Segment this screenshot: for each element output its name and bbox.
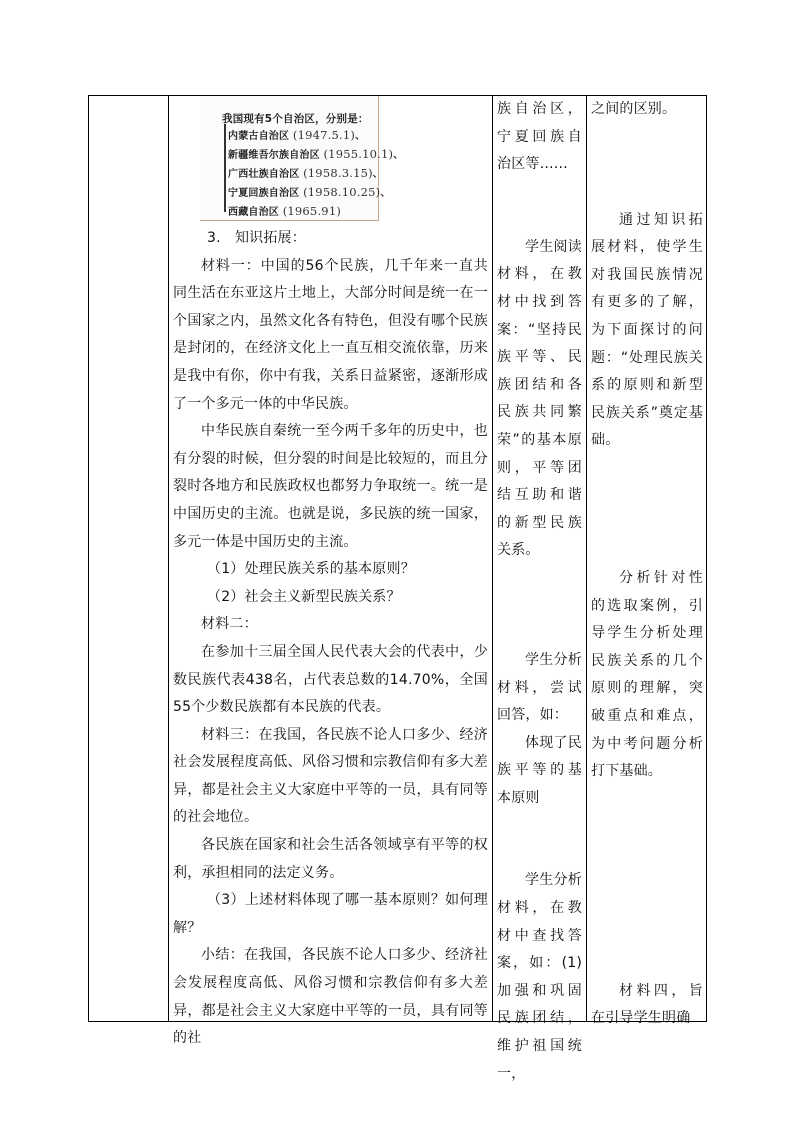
lesson-table [88, 95, 707, 1082]
material-three-paragraph: 材料三：在我国，各民族不论人口多少、经济社会发展程度高低、风俗习惯和宗教信仰有多大差异，都是社会主义大家庭中平等的一员，具有同等的社会地位。 [173, 726, 488, 826]
question-two: （2）社会主义新型民族关系？ [207, 588, 401, 605]
figure-heading: 我国现有5个自治区，分别是： [222, 113, 369, 125]
design-intent-text: 之间的区别。 [591, 101, 677, 117]
student-activity-text: 学生分析材料，在教材中查找答案，如：(1)加强和巩固民族团结，维护祖国统一， [497, 872, 582, 1082]
figure-region-row: 新疆维吾尔族自治区 (1955.10.1)、 [228, 147, 404, 161]
material-three-paragraph: 各民族在国家和社会生活各领域享有平等的权利，承担相同的法定义务。 [173, 837, 488, 881]
figure-region-row: 广西壮族自治区 (1958.3.15)、 [228, 166, 383, 180]
student-activity-text: 学生分析材料，尝试回答，如： [497, 651, 582, 724]
question-one: （1）处理民族关系的基本原则？ [207, 561, 415, 578]
material-two-paragraph: 在参加十三届全国人民代表大会的代表中，少数民族代表438名，占代表总数的14.70%，全国55个少数民族都有本民族的代表。 [173, 643, 488, 716]
material-one-paragraph: 中华民族自秦统一至今两千多年的历史中，也有分裂的时候，但分裂的时间是比较短的，而且分裂时各地方和民族政权也都努力争取统一。统一是中国历史的主流。也就是说，多民族的统一国家，多元一体是中国历史的主流。 [173, 423, 488, 550]
student-activity-cell [493, 96, 586, 1082]
teaching-content-cell [169, 96, 492, 1047]
design-intent-text: 分析针对性的选取案例，引导学生分析处理民族关系的几个原则的理解，突破重点和难点，为中考问题分析打下基础。 [591, 569, 703, 780]
material-one-paragraph: 材料一：中国的56个民族，几千年来一直共同生活在东亚这片土地上，大部分时间是统一在一个国家之内，虽然文化各有特色，但没有哪个民族是封闭的，在经济文化上一直互相交流依靠，历来是我中有你，你中有我，关系日益紧密，逐渐形成了一个多元一体的中华民族。 [173, 257, 488, 412]
section-title: 3. 知识拓展： [207, 230, 306, 246]
summary-paragraph: 小结：在我国，各民族不论人口多少、经济社会发展程度高低、风俗习惯和宗教信仰有多大差异，都是社会主义大家庭中平等的一员，具有同等的社 [173, 947, 488, 1047]
figure-region-row: 内蒙古自治区 (1947.5.1)、 [228, 128, 366, 142]
figure-bracket [224, 124, 226, 212]
autonomous-regions-image [200, 96, 404, 221]
figure-region-row: 宁夏回族自治区 (1958.10.25)、 [228, 185, 391, 199]
design-intent-cell [587, 96, 707, 1027]
design-intent-text: 材料四，旨在引导学生明确 [591, 982, 703, 1027]
question-three: （3）上述材料体现了哪一基本原则？如何理解？ [173, 892, 488, 936]
design-intent-text: 通过知识拓展材料，使学生对我国民族情况有更多的了解，为下面探讨的问题：“处理民族关系的原则和新型民族关系”奠定基础。 [591, 211, 703, 449]
student-activity-text: 族自治区，宁夏回族自治区等…… [497, 101, 582, 173]
figure-region-row: 西藏自治区 (1965.91) [228, 204, 342, 218]
material-two-title: 材料二： [201, 616, 258, 633]
student-activity-text: 体现了民族平等的基本原则 [497, 734, 582, 806]
student-activity-text: 学生阅读材料，在教材中找到答案：“坚持民族平等、民族团结和各民族共同繁荣”的基本原则，平等团结互助和谐的新型民族关系。 [497, 238, 582, 559]
